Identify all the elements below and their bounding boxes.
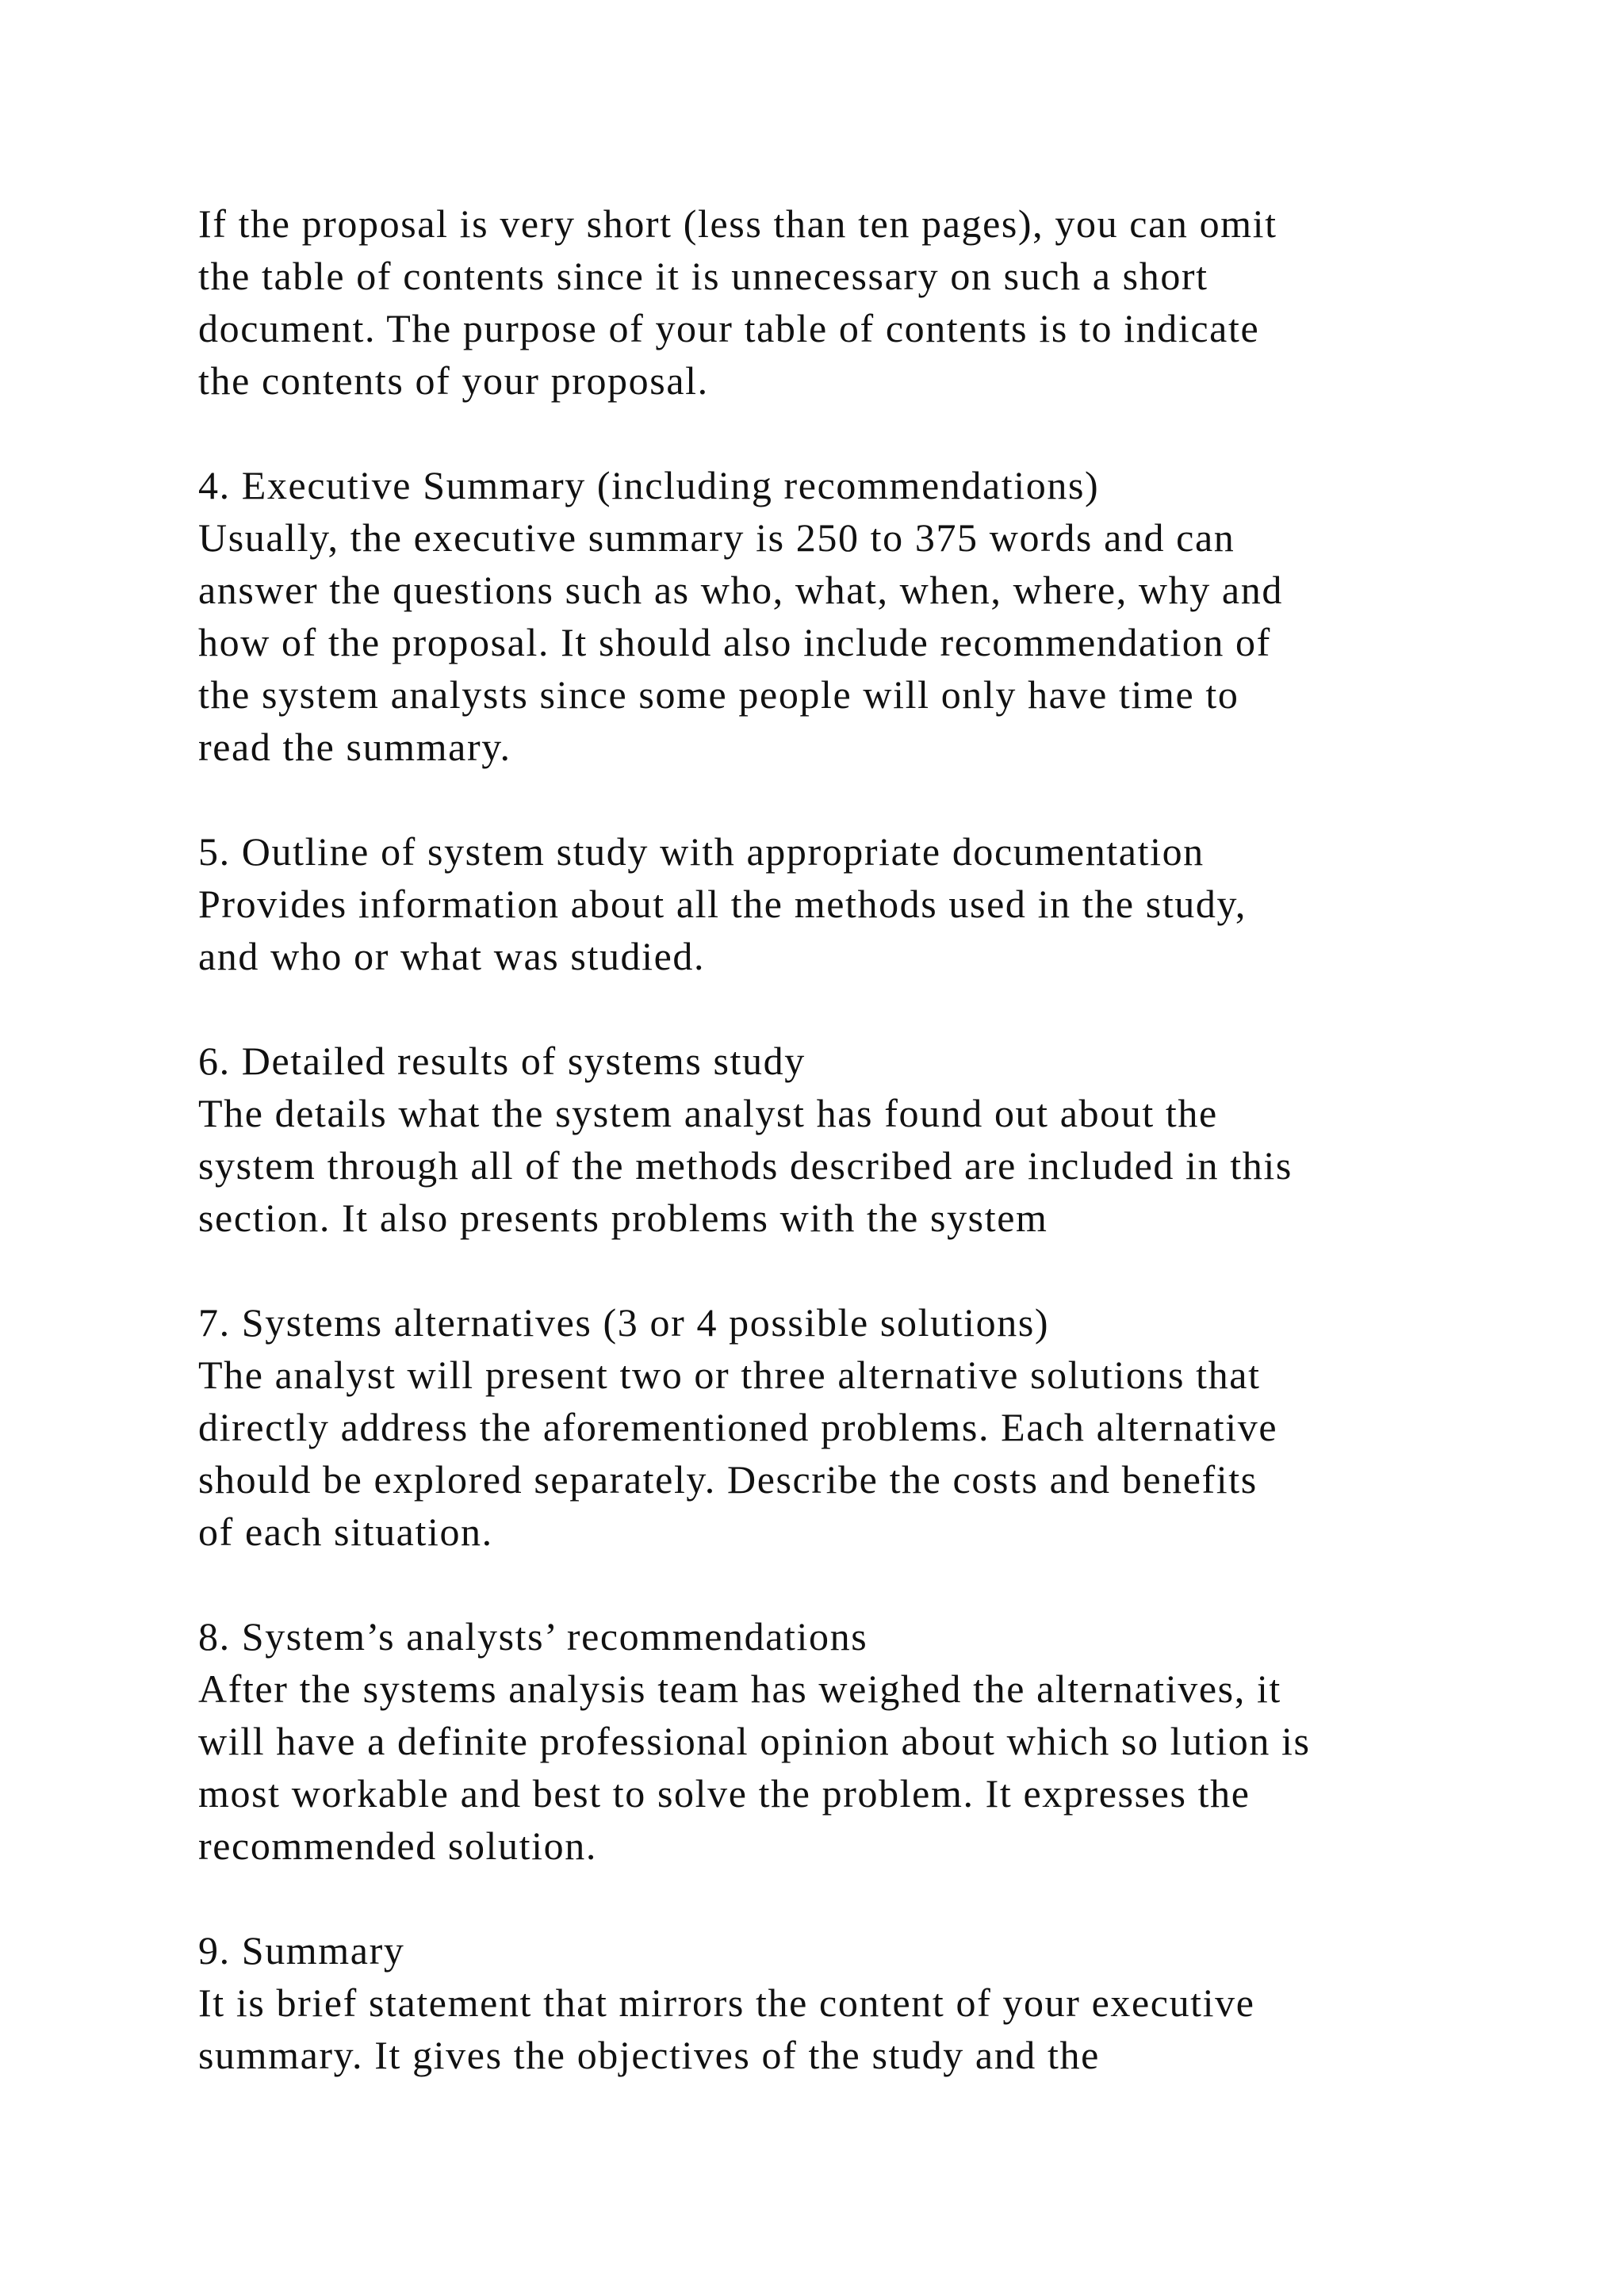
section-summary (198, 1924, 1507, 2081)
text-line: read the summary. (198, 725, 511, 769)
section-heading: 6. Detailed results of systems study (198, 1039, 806, 1083)
section-executive-summary (198, 459, 1507, 773)
text-line: Usually, the executive summary is 250 to 375 words and can (198, 515, 1235, 560)
text-line: It is brief statement that mirrors the content of your executive (198, 1980, 1255, 2025)
section-detailed-results (198, 1035, 1507, 1244)
text-line: the system analysts since some people will only have time to (198, 672, 1239, 717)
paragraph-spacer (198, 982, 1507, 1035)
text-line: The details what the system analyst has found out about the (198, 1091, 1218, 1135)
text-line: summary. It gives the objectives of the study and the (198, 2033, 1100, 2077)
section-systems-alternatives (198, 1296, 1507, 1558)
text-line: of each situation. (198, 1510, 493, 1554)
text-line: should be explored separately. Describe the costs and benefits (198, 1457, 1258, 1502)
text-line: The analyst will present two or three alternative solutions that (198, 1353, 1261, 1397)
document-body (198, 197, 1507, 2081)
text-line: how of the proposal. It should also include recommendation of (198, 620, 1271, 664)
section-outline-of-study (198, 825, 1507, 982)
paragraph-spacer (198, 1872, 1507, 1924)
section-heading: 4. Executive Summary (including recommendations) (198, 463, 1100, 507)
text-line: will have a definite professional opinion about which so lution is (198, 1719, 1311, 1763)
section-heading: 5. Outline of system study with appropriate documentation (198, 829, 1205, 874)
intro-paragraph (198, 197, 1507, 407)
text-line: most workable and best to solve the problem. It expresses the (198, 1771, 1251, 1816)
text-line: directly address the aforementioned problems. Each alternative (198, 1405, 1278, 1449)
text-line: document. The purpose of your table of contents is to indicate (198, 306, 1260, 350)
text-line: the contents of your proposal. (198, 358, 709, 403)
text-line: system through all of the methods described are included in this (198, 1143, 1293, 1188)
text-line: the table of contents since it is unnecessary on such a short (198, 254, 1208, 298)
text-line: Provides information about all the methods used in the study, (198, 882, 1247, 926)
text-line: and who or what was studied. (198, 934, 706, 978)
text-line: If the proposal is very short (less than ten pages), you can omit (198, 201, 1277, 246)
paragraph-spacer (198, 1558, 1507, 1610)
text-line: recommended solution. (198, 1823, 597, 1868)
section-heading: 8. System’s analysts’ recommendations (198, 1614, 868, 1659)
section-heading: 7. Systems alternatives (3 or 4 possible solutions) (198, 1300, 1050, 1345)
section-heading: 9. Summary (198, 1928, 405, 1973)
paragraph-spacer (198, 1244, 1507, 1296)
paragraph-spacer (198, 407, 1507, 459)
section-recommendations (198, 1610, 1507, 1872)
paragraph-spacer (198, 773, 1507, 825)
text-line: After the systems analysis team has weighed the alternatives, it (198, 1667, 1281, 1711)
text-line: section. It also presents problems with the system (198, 1196, 1048, 1240)
text-line: answer the questions such as who, what, when, where, why and (198, 568, 1283, 612)
